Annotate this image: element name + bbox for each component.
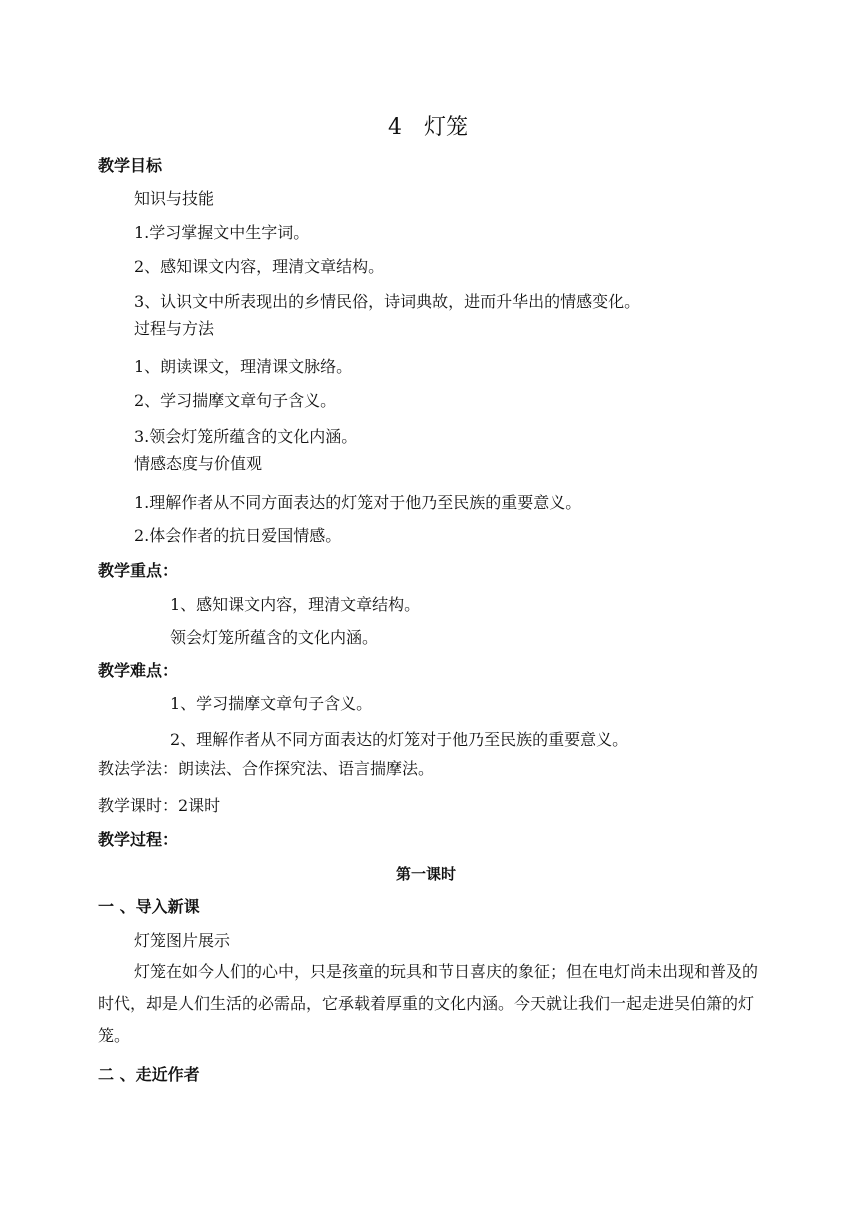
teaching-process-heading: 教学过程： bbox=[98, 830, 179, 849]
emotion-heading: 情感态度与价值观 bbox=[134, 454, 263, 473]
document-title: 4 灯笼 bbox=[388, 115, 468, 140]
emotion-item: 2.体会作者的抗日爱国情感。 bbox=[134, 526, 342, 545]
objectives-heading: 教学目标 bbox=[98, 156, 163, 175]
section-1-heading: 一 、导入新课 bbox=[98, 897, 200, 916]
difficulty-item: 2、理解作者从不同方面表达的灯笼对于他乃至民族的重要意义。 bbox=[170, 730, 629, 749]
key-point-item: 领会灯笼所蕴含的文化内涵。 bbox=[170, 628, 379, 647]
knowledge-item: 3、认识文中所表现出的乡情民俗，诗词典故，进而升华出的情感变化。 bbox=[134, 292, 641, 311]
knowledge-item: 2、感知课文内容，理清文章结构。 bbox=[134, 257, 385, 276]
teaching-hours: 教学课时：2课时 bbox=[98, 796, 221, 815]
key-point-item: 1、感知课文内容，理清文章结构。 bbox=[170, 595, 421, 614]
emotion-item: 1.理解作者从不同方面表达的灯笼对于他乃至民族的重要意义。 bbox=[134, 493, 582, 512]
difficulty-item: 1、学习揣摩文章句子含义。 bbox=[170, 694, 373, 713]
section-2-heading: 二 、走近作者 bbox=[98, 1065, 200, 1084]
section-1-paragraph: 灯笼在如今人们的心中，只是孩童的玩具和节日喜庆的象征；但在电灯尚未出现和普及的时代，却是人们生活的必需品，它承载着厚重的文化内涵。今天就让我们一起走进吴伯箫的灯笼。 bbox=[98, 962, 759, 1045]
process-heading: 过程与方法 bbox=[134, 319, 215, 338]
process-item: 3.领会灯笼所蕴含的文化内涵。 bbox=[134, 427, 358, 446]
knowledge-item: 1.学习掌握文中生字词。 bbox=[134, 223, 310, 242]
section-1-subheading: 灯笼图片展示 bbox=[134, 931, 231, 950]
lesson-heading: 第一课时 bbox=[396, 865, 457, 883]
teaching-methods: 教法学法：朗读法、合作探究法、语言揣摩法。 bbox=[98, 759, 435, 778]
key-points-heading: 教学重点： bbox=[98, 561, 179, 580]
knowledge-heading: 知识与技能 bbox=[134, 189, 215, 208]
process-item: 1、朗读课文，理清课文脉络。 bbox=[134, 357, 353, 376]
process-item: 2、学习揣摩文章句子含义。 bbox=[134, 391, 337, 410]
difficulties-heading: 教学难点： bbox=[98, 661, 179, 680]
